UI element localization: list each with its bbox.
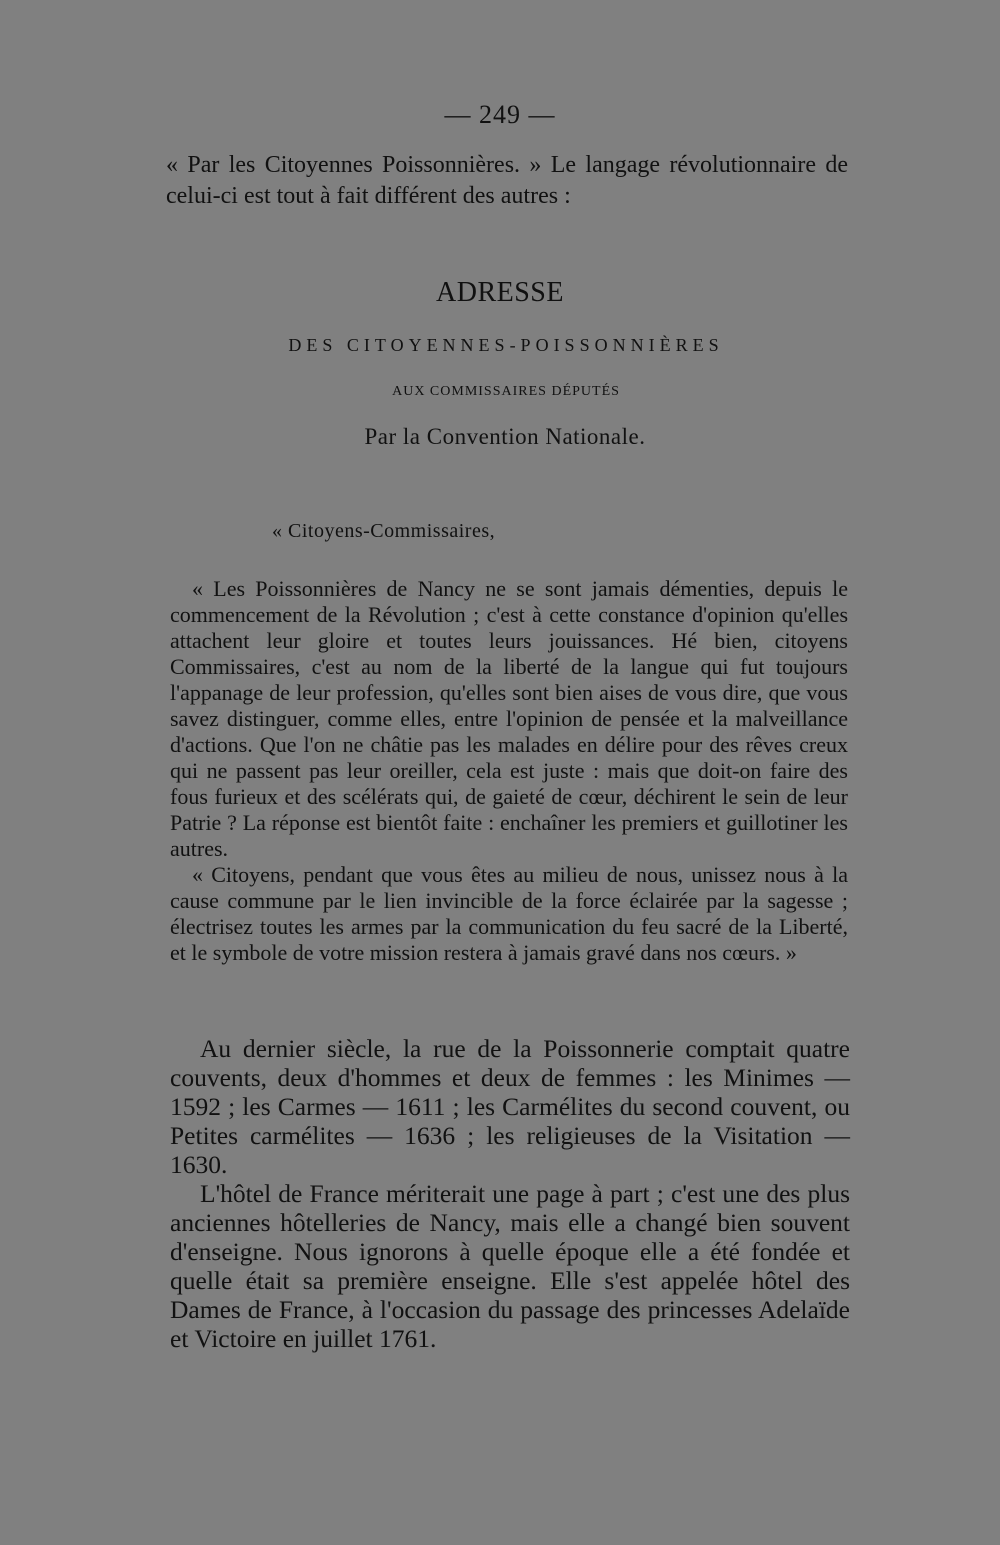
address-text [170,576,848,966]
main-paragraph-2: L'hôtel de France mériterait une page à part ; c'est une des plus anciennes hôtelleries de Nancy, mais elle a changé bien souvent d'enseigne. Nous ignorons à quelle époque elle a été fondée et quelle était sa première enseigne. Elle s'est appelée hôtel des Dames de France, à l'occasion du passage des princesses Adelaïde et Victoire en juillet 1761. [170,1179,850,1353]
address-paragraph-1: « Les Poissonnières de Nancy ne se sont jamais démenties, depuis le commencement de la Révolution ; c'est à cette constance d'opinion qu'elles attachent leur gloire et toutes leurs jouissances. Hé bien, citoyens Commissaires, c'est au nom de la liberté de la langue qui fut toujours l'appanage de leur profession, qu'elles sont bien aises de vous dire, que vous savez distinguer, comme elles, entre l'opinion de pensée et la malveillance d'actions. Que l'on ne châtie pas les malades en délire pour des rêves creux qui ne passent pas leur oreiller, cela est juste : mais que doit-on faire des fous furieux et des scélérats qui, de gaieté de cœur, déchirent le sein de leur Patrie ? La réponse est bientôt faite : enchaîner les premiers et guillotiner les autres. [170,576,848,861]
main-text [170,1034,850,1353]
address-paragraph-2: « Citoyens, pendant que vous êtes au milieu de nous, unissez nous à la cause commune par le lien invincible de la force éclairée par la sagesse ; électrisez toutes les armes par la communication du feu sacré de la Liberté, et le symbole de votre mission restera à jamais gravé dans nos cœurs. » [170,862,848,965]
heading-line-2: AUX COMMISSAIRES DÉPUTÉS [392,384,620,399]
page-number: — 249 — [444,100,556,129]
heading-line-3: Par la Convention Nationale. [364,424,646,449]
heading-title: ADRESSE [436,277,564,308]
salutation: « Citoyens-Commissaires, [272,520,496,542]
main-paragraph-1: Au dernier siècle, la rue de la Poissonnerie comptait quatre couvents, deux d'hommes et deux de femmes : les Minimes — 1592 ; les Carmes — 1611 ; les Carmélites du second couvent, ou Petites carmélites — 1636 ; les religieuses de la Visitation — 1630. [170,1034,850,1179]
intro-paragraph: « Par les Citoyennes Poissonnières. » Le langage révolutionnaire de celui-ci est tout à fait différent des autres : [166,152,848,209]
heading-line-1: DES CITOYENNES-POISSONNIÈRES [288,335,724,355]
